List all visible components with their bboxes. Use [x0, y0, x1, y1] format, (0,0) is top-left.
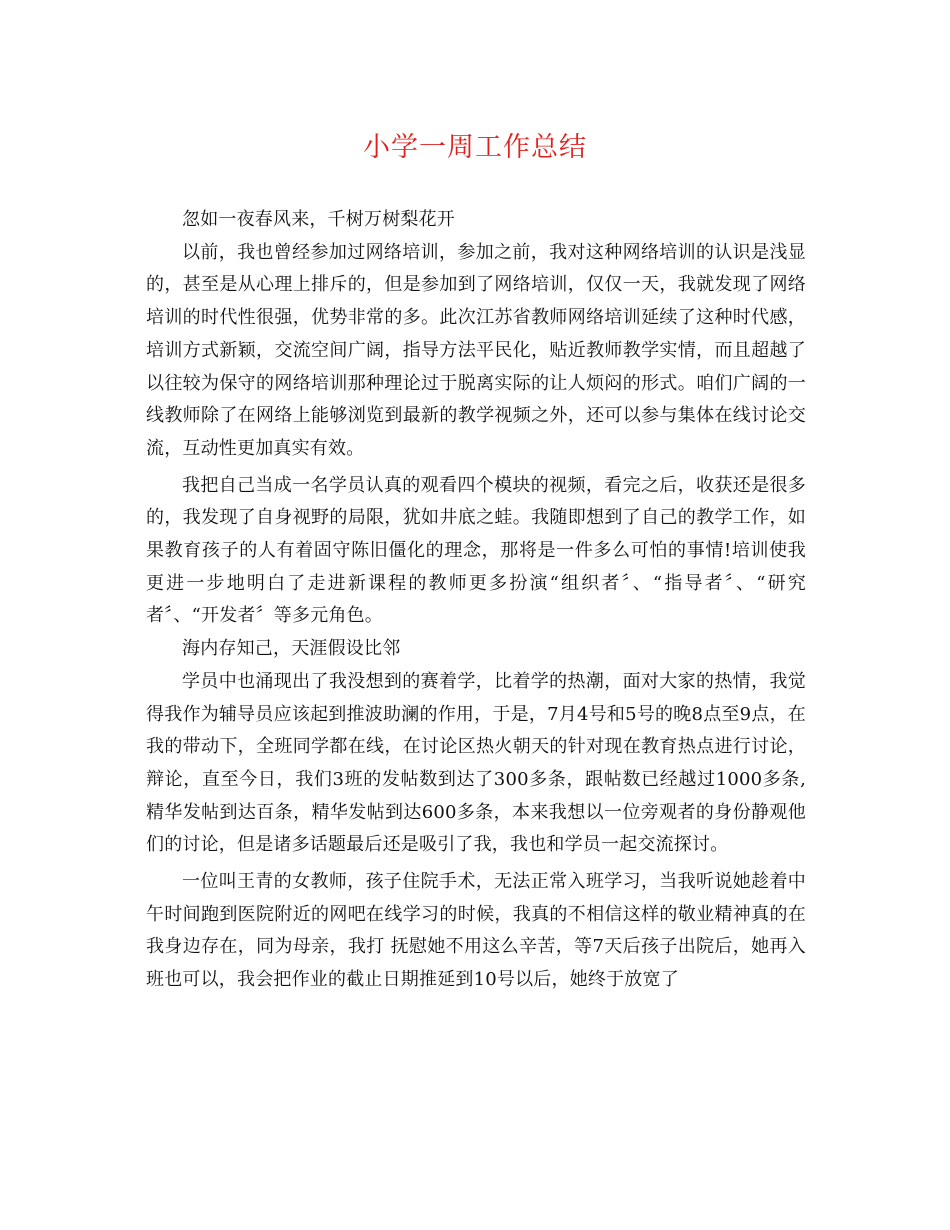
document-body — [146, 204, 806, 997]
paragraph: 学员中也涌现出了我没想到的赛着学，比着学的热潮，面对大家的热情，我觉得我作为辅导员应该起到推波助澜的作用，于是，7月4号和5号的晚8点至9点，在我的带动下，全班同学都在线，在讨论区热火朝天的针对现在教育热点进行讨论，辩论，直至今日，我们3班的发帖数到达了300多条，跟帖数已经越过1000多条,精华发帖到达百条，精华发帖到达600多条，本来我想以一位旁观者的身份静观他们的讨论，但是诸多话题最后还是吸引了我，我也和学员一起交流探讨。 — [146, 670, 806, 856]
page-title: 小学一周工作总结 — [363, 132, 587, 163]
section-heading: 海内存知己，天涯假设比邻 — [182, 638, 401, 660]
section-heading: 忽如一夜春风来，千树万树梨花开 — [182, 209, 455, 230]
paragraph: 我把自己当成一名学员认真的观看四个模块的视频，看完之后，收获还是很多的，我发现了自身视野的局限，犹如井底之蛙。我随即想到了自己的教学工作，如果教育孩子的人有着固守陈旧僵化的理念，那将是一件多么可怕的事情!培训使我更进一步地明白了走进新课程的教师更多扮演“组织者〞、“指导者〞、“研究者〞、“开发者〞等多元角色。 — [146, 474, 806, 627]
paragraph: 一位叫王青的女教师，孩子住院手术，无法正常入班学习，当我听说她趁着中午时间跑到医院附近的网吧在线学习的时候，我真的不相信这样的敬业精神真的在我身边存在，同为母亲，我打 抚慰她不用这么辛苦，等7天后孩子出院后，她再入班也可以，我会把作业的截止日期推延到10号以后，她终于放宽了 — [146, 871, 806, 991]
paragraph: 以前，我也曾经参加过网络培训，参加之前，我对这种网络培训的认识是浅显的，甚至是从心理上排斥的，但是参加到了网络培训，仅仅一天，我就发现了网络培训的时代性很强，优势非常的多。此次江苏省教师网络培训延续了这种时代感，培训方式新颖，交流空间广阔，指导方法平民化，贴近教师教学实情，而且超越了以往较为保守的网络培训那种理论过于脱离实际的让人烦闷的形式。咱们广阔的一线教师除了在网络上能够浏览到最新的教学视频之外，还可以参与集体在线讨论交流，互动性更加真实有效。 — [146, 241, 806, 459]
